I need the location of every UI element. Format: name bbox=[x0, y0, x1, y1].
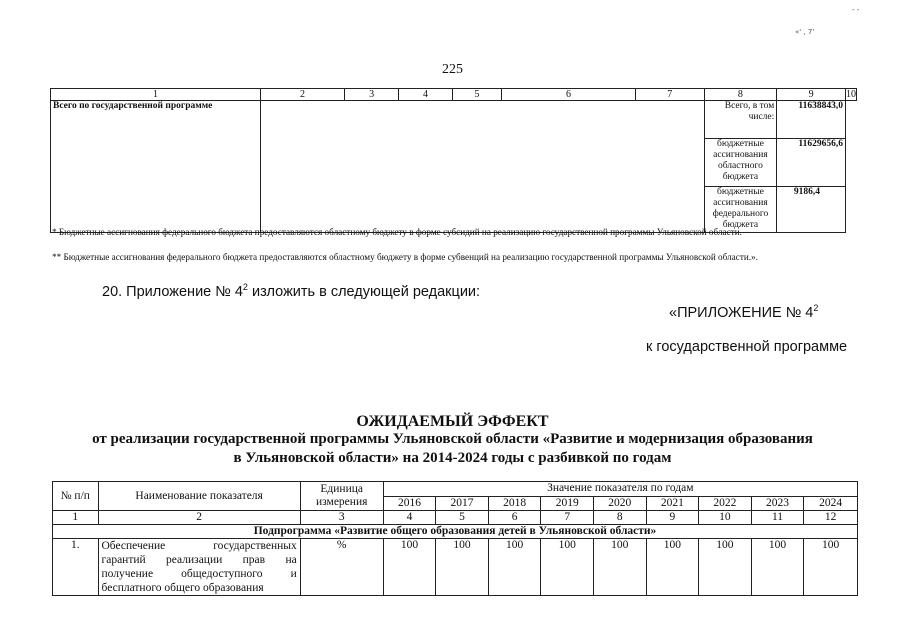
col-number: 10 bbox=[699, 511, 752, 525]
col-number: 1 bbox=[51, 89, 261, 101]
year-header: 2018 bbox=[488, 497, 541, 511]
header-values: Значение показателя по годам bbox=[383, 482, 857, 497]
subprogram-row bbox=[53, 525, 858, 539]
col-number: 3 bbox=[300, 511, 383, 525]
paragraph-text: 20. Приложение № 4 bbox=[102, 283, 243, 300]
column-number-row bbox=[53, 511, 858, 525]
source-cell: Всего, в том числе: bbox=[704, 101, 777, 139]
value-cell: 100 bbox=[699, 539, 752, 596]
col-number: 10 bbox=[846, 89, 856, 100]
col-number: 5 bbox=[436, 511, 489, 525]
col-number: 6 bbox=[501, 89, 635, 101]
empty-cell bbox=[260, 101, 704, 233]
col-number: 11 bbox=[751, 511, 804, 525]
table-header-row bbox=[51, 89, 857, 101]
col-number: 2 bbox=[260, 89, 344, 101]
header-unit: Единица измерения bbox=[300, 482, 383, 511]
document-subtitle-2: в Ульяновской области» на 2014-2024 годы с разбивкой по годам bbox=[233, 450, 672, 466]
row-name: Обеспечение государственных гарантий реализации прав на получение общедоступного и бесплатного общего образования bbox=[98, 539, 300, 596]
source-cell: бюджетные ассигнования областного бюджета bbox=[704, 139, 777, 187]
document-title: ОЖИДАЕМЫЙ ЭФФЕКТ bbox=[356, 413, 549, 430]
appendix-text: «ПРИЛОЖЕНИЕ № 4 bbox=[669, 304, 814, 321]
row-label: Всего по государственной программе bbox=[51, 101, 261, 233]
table-row bbox=[53, 539, 858, 596]
col-number: 4 bbox=[383, 511, 436, 525]
col-number: 5 bbox=[452, 89, 501, 101]
value-cell: 9186,4 bbox=[777, 187, 846, 233]
year-header: 2019 bbox=[541, 497, 594, 511]
value-cell: 100 bbox=[541, 539, 594, 596]
paragraph-sup: 2 bbox=[242, 282, 248, 292]
table-header-row bbox=[53, 482, 858, 497]
col-number: 9 bbox=[777, 89, 846, 101]
col-number: 4 bbox=[399, 89, 453, 101]
col-number: 7 bbox=[541, 511, 594, 525]
effect-table bbox=[52, 481, 858, 596]
value-cell: 100 bbox=[646, 539, 699, 596]
appendix-heading bbox=[669, 303, 818, 321]
amendment-paragraph bbox=[102, 282, 480, 300]
year-header: 2022 bbox=[699, 497, 752, 511]
year-header: 2016 bbox=[383, 497, 436, 511]
col-number: 8 bbox=[704, 89, 777, 101]
value-cell: 11629656,6 bbox=[777, 139, 846, 187]
value-cell: 11638843,0 bbox=[777, 101, 846, 139]
budget-table bbox=[50, 88, 857, 233]
value-cell: 100 bbox=[593, 539, 646, 596]
col-number: 7 bbox=[635, 89, 704, 101]
row-num: 1. bbox=[53, 539, 99, 596]
year-header: 2017 bbox=[436, 497, 489, 511]
scan-corner-mark: - - bbox=[852, 6, 860, 14]
value-cell: 100 bbox=[383, 539, 436, 596]
value-cell: 100 bbox=[436, 539, 489, 596]
source-cell: бюджетные ассигнования федерального бюджета bbox=[704, 187, 777, 233]
col-number: 3 bbox=[345, 89, 399, 101]
paragraph-rest: изложить в следующей редакции: bbox=[247, 283, 481, 300]
col-number: 8 bbox=[593, 511, 646, 525]
appendix-subheading: к государственной программе bbox=[646, 339, 848, 355]
scan-margin-mark: «' , 7' bbox=[795, 28, 815, 36]
year-header: 2020 bbox=[593, 497, 646, 511]
year-header: 2021 bbox=[646, 497, 699, 511]
value-cell: 100 bbox=[751, 539, 804, 596]
header-num: № п/п bbox=[53, 482, 99, 511]
year-header: 2023 bbox=[751, 497, 804, 511]
footnote: * Бюджетные ассигнования федерального бюджета предоставляются областному бюджету в форме субсидий на реализацию государственной программы Ульяновской области. bbox=[52, 227, 742, 237]
appendix-sup: 2 bbox=[813, 303, 819, 313]
col-number: 2 bbox=[98, 511, 300, 525]
table-row bbox=[51, 101, 857, 139]
col-number: 12 bbox=[804, 511, 858, 525]
value-cell: 100 bbox=[804, 539, 858, 596]
row-unit: % bbox=[300, 539, 383, 596]
document-subtitle: от реализации государственной программы Ульяновской области «Развитие и модернизация образования bbox=[92, 431, 813, 447]
page-number: 225 bbox=[442, 62, 463, 77]
year-header: 2024 bbox=[804, 497, 858, 511]
col-number: 9 bbox=[646, 511, 699, 525]
subprogram-title: Подпрограмма «Развитие общего образования детей в Ульяновской области» bbox=[53, 525, 858, 539]
value-cell: 100 bbox=[488, 539, 541, 596]
col-number: 1 bbox=[53, 511, 99, 525]
col-number: 6 bbox=[488, 511, 541, 525]
header-name: Наименование показателя bbox=[98, 482, 300, 511]
footnote: ** Бюджетные ассигнования федерального бюджета предоставляются областному бюджету в форме субвенций на реализацию государственной программы Ульяновской области.». bbox=[52, 252, 758, 262]
